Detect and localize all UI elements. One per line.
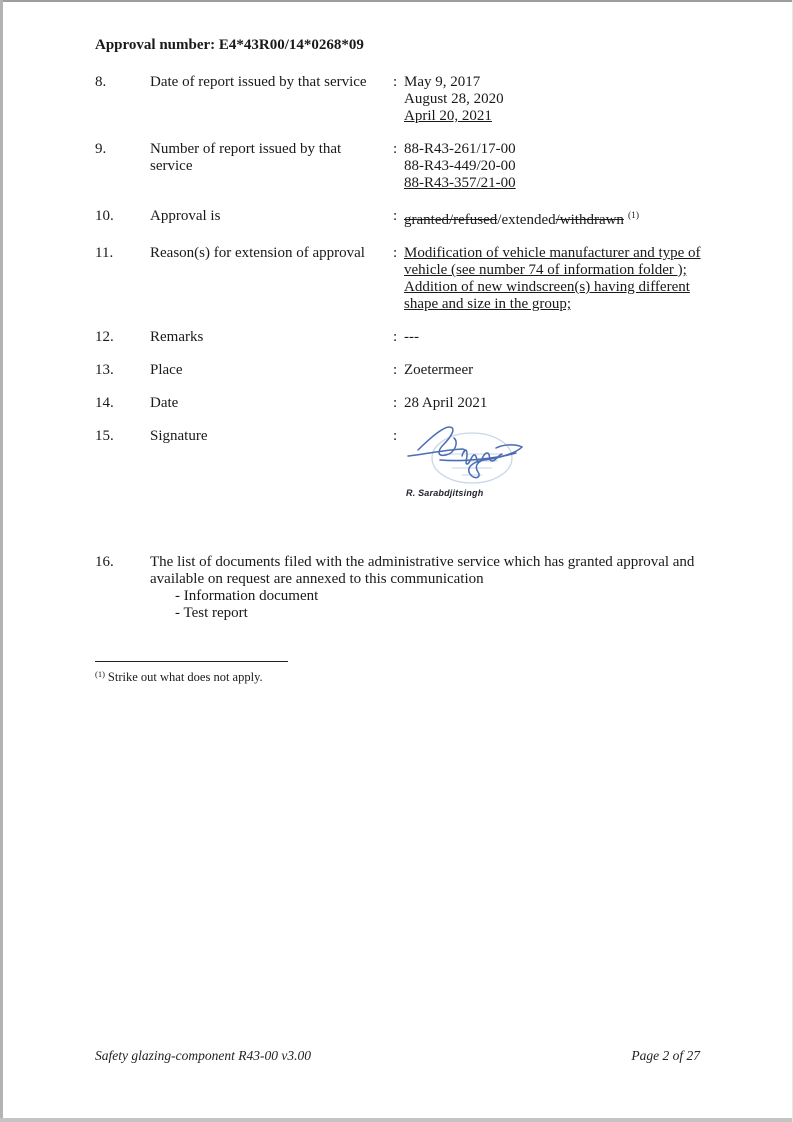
- footnote-reference: (1): [627, 211, 640, 221]
- signer-name: R. Sarabdjitsingh: [406, 488, 484, 498]
- colon-separator: :: [393, 208, 398, 224]
- item-label-line-1: Number of report issued by that: [150, 141, 342, 157]
- report-date-3: April 20, 2021: [404, 108, 492, 124]
- footnote-text-line: [95, 669, 753, 685]
- signature-block: [404, 428, 714, 502]
- item-value: [404, 141, 714, 192]
- annexed-documents: [175, 588, 753, 622]
- colon-separator: :: [393, 428, 398, 444]
- item-value: [404, 245, 714, 313]
- item-12-remarks: [95, 329, 753, 346]
- item-label: Signature: [150, 428, 208, 444]
- struck-option-withdrawn: /withdrawn: [555, 212, 624, 228]
- item-15-signature: [95, 428, 753, 502]
- item-label-line-2: service: [150, 158, 193, 174]
- item-13-place: [95, 362, 753, 379]
- item-11-extension-reasons: [95, 245, 753, 313]
- page-edge-bottom: [0, 1118, 793, 1122]
- page-edge-top: [0, 0, 793, 2]
- item-label: Place: [150, 362, 183, 378]
- footnote-marker: (1): [95, 669, 105, 679]
- item-number: 10.: [95, 208, 114, 224]
- item-label: Remarks: [150, 329, 204, 345]
- item-10-approval-status: [95, 208, 753, 229]
- approval-number-heading: Approval number: E4*43R00/14*0268*09: [95, 37, 364, 53]
- item-number: 13.: [95, 362, 114, 378]
- page-footer: [0, 1048, 793, 1064]
- colon-separator: :: [393, 362, 398, 378]
- report-number-2: 88-R43-449/20-00: [404, 158, 516, 174]
- item-label: Reason(s) for extension of approval: [150, 245, 365, 261]
- colon-separator: :: [393, 245, 398, 261]
- item-number: 8.: [95, 74, 107, 90]
- item-number: 12.: [95, 329, 114, 345]
- footnote-text: Strike out what does not apply.: [107, 670, 263, 684]
- colon-separator: :: [393, 329, 398, 345]
- signature-and-stamp-graphic: [404, 420, 534, 484]
- reason-line-3: Addition of new windscreen(s) having different: [404, 279, 690, 295]
- footer-document-reference: Safety glazing-component R43-00 v3.00: [95, 1048, 311, 1063]
- item-label: Date: [150, 395, 179, 411]
- reason-line-2: vehicle (see number 74 of information folder );: [404, 262, 687, 278]
- document-list-text-line-1: The list of documents filed with the administrative service which has granted approval and: [150, 554, 695, 570]
- footnote: [95, 661, 753, 685]
- item-text: [150, 554, 753, 622]
- footnote-divider: [95, 661, 288, 662]
- item-9-report-number: [95, 141, 753, 192]
- item-label: Date of report issued by that service: [150, 74, 367, 90]
- item-number: 15.: [95, 428, 114, 444]
- report-number-1: 88-R43-261/17-00: [404, 141, 516, 157]
- item-8-date-of-report: [95, 74, 753, 125]
- reason-line-4: shape and size in the group;: [404, 296, 572, 312]
- item-number: 16.: [95, 554, 114, 570]
- place-value: Zoetermeer: [404, 362, 474, 378]
- annexed-document-2: - Test report: [175, 605, 248, 621]
- item-label: Approval is: [150, 208, 221, 224]
- colon-separator: :: [393, 395, 398, 411]
- report-date-1: May 9, 2017: [404, 74, 481, 90]
- approval-status-value: [404, 208, 714, 229]
- item-value: [404, 74, 714, 125]
- item-label: [150, 141, 393, 175]
- reason-line-1: Modification of vehicle manufacturer and type of: [404, 245, 701, 261]
- document-list-text-line-2: available on request are annexed to this communication: [150, 571, 484, 587]
- report-date-2: August 28, 2020: [404, 91, 504, 107]
- item-number: 11.: [95, 245, 114, 261]
- colon-separator: :: [393, 74, 398, 90]
- colon-separator: :: [393, 141, 398, 157]
- report-number-3: 88-R43-357/21-00: [404, 175, 516, 191]
- remarks-value: ---: [404, 329, 419, 345]
- document-page: [0, 36, 793, 685]
- item-number: 9.: [95, 141, 107, 157]
- annexed-document-1: - Information document: [175, 588, 319, 604]
- option-extended: /extended: [497, 212, 556, 228]
- date-value: 28 April 2021: [404, 395, 488, 411]
- item-14-date: [95, 395, 753, 412]
- struck-option-granted-refused: granted/refused: [404, 212, 498, 228]
- footer-page-number: Page 2 of 27: [631, 1048, 700, 1063]
- signature-image: [404, 420, 534, 502]
- item-number: 14.: [95, 395, 114, 411]
- item-16-document-list: [95, 554, 753, 622]
